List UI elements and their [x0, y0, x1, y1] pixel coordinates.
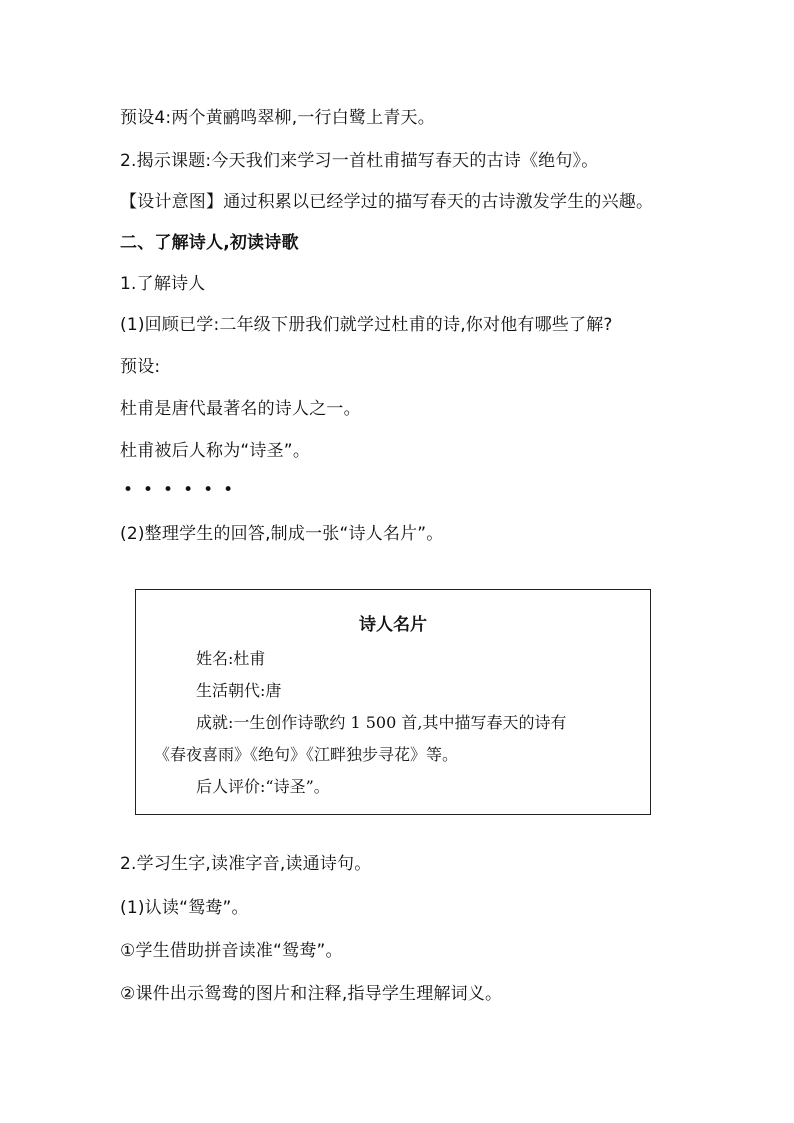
courseware-step-line: ②课件出示鸳鸯的图片和注释,指导学生理解词义。	[120, 984, 503, 1004]
pinyin-step-line: ①学生借助拼音读准“鸳鸯”。	[120, 941, 343, 961]
poet-card-title: 诗人名片	[359, 615, 427, 635]
review-question-line: (1)回顾已学:二年级下册我们就学过杜甫的诗,你对他有哪些了解?	[120, 315, 613, 335]
learn-characters-line: 2.学习生字,读准字音,读通诗句。	[120, 854, 372, 874]
poet-card-evaluation: 后人评价:“诗圣”。	[196, 777, 330, 796]
reveal-topic-line: 2.揭示课题:今天我们来学习一首杜甫描写春天的古诗《绝句》。	[120, 151, 599, 171]
preset-label: 预设:	[120, 357, 161, 377]
preset-answer-2: 杜甫被后人称为“诗圣”。	[120, 441, 311, 461]
poet-card-achievement: 成就:一生创作诗歌约 1 500 首,其中描写春天的诗有	[196, 713, 567, 732]
poet-card-name: 姓名:杜甫	[196, 649, 266, 668]
preset-answer-1: 杜甫是唐代最著名的诗人之一。	[120, 399, 361, 419]
preset-4-line: 预设4:两个黄鹂鸣翠柳,一行白鹭上青天。	[120, 108, 435, 128]
ellipsis-dots: ••••••	[123, 480, 244, 500]
subsection-title: 1.了解诗人	[120, 274, 206, 294]
recognize-yuanyang-line: (1)认读“鸳鸯”。	[120, 898, 249, 918]
poet-card	[135, 589, 651, 815]
organize-answers-line: (2)整理学生的回答,制成一张“诗人名片”。	[120, 524, 444, 544]
design-intent-line: 【设计意图】通过积累以已经学过的描写春天的古诗激发学生的兴趣。	[120, 192, 654, 212]
section-heading: 二、了解诗人,初读诗歌	[120, 233, 299, 253]
poet-card-dynasty: 生活朝代:唐	[196, 681, 282, 700]
poet-card-achievement-works: 《春夜喜雨》《绝句》《江畔独步寻花》等。	[154, 745, 459, 764]
